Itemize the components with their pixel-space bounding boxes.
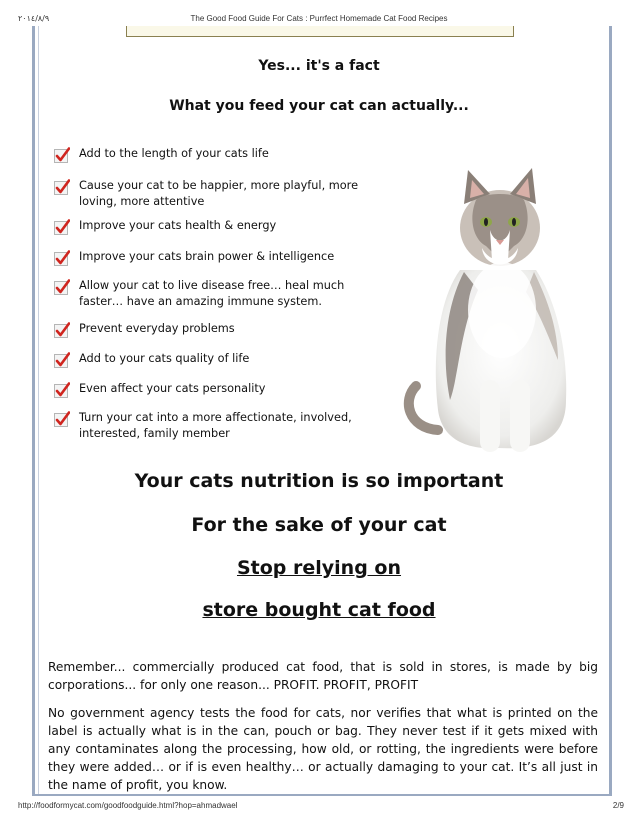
benefit-item: [54, 321, 364, 338]
checked-checkbox-icon: [54, 382, 70, 398]
benefit-text: Even affect your cats personality: [79, 382, 266, 395]
remember-paragraph: Remember... commercially produced cat food, that is sold in stores, is made by big corporations... for only one reason... PROFIT. PROFIT, PROFIT: [48, 660, 598, 692]
benefit-text: Add to the length of your cats life: [79, 147, 269, 160]
sake-headline: For the sake of your cat: [191, 514, 447, 536]
benefit-item: [54, 278, 364, 310]
benefit-item: [54, 146, 364, 163]
print-page-title: The Good Food Guide For Cats : Purrfect Homemade Cat Food Recipes: [190, 14, 448, 23]
checked-checkbox-icon: [54, 411, 70, 427]
checked-checkbox-icon: [54, 147, 70, 163]
fact-heading: Yes... it's a fact: [258, 58, 380, 74]
checked-checkbox-icon: [54, 322, 70, 338]
benefit-item: [54, 410, 364, 442]
benefit-item: [54, 178, 364, 210]
benefit-text: Cause your cat to be happier, more playful, more loving, more attentive: [79, 179, 359, 208]
cat-photo: [398, 160, 598, 460]
feed-heading: What you feed your cat can actually...: [169, 98, 469, 114]
benefit-item: [54, 351, 364, 368]
benefit-text: Turn your cat into a more affectionate, involved, interested, family member: [79, 411, 352, 440]
benefit-text: Improve your cats brain power & intelligence: [79, 250, 335, 263]
checked-checkbox-icon: [54, 352, 70, 368]
frame-inner-rule: [38, 26, 39, 794]
benefit-item: [54, 381, 364, 398]
benefit-item: [54, 249, 364, 266]
print-date: ٢٠١٤/٨/٩: [18, 14, 50, 23]
benefit-text: Allow your cat to live disease free… heal much faster… have an amazing immune system.: [79, 279, 345, 308]
stop-relying-link[interactable]: Stop relying on: [236, 557, 402, 579]
nutrition-headline: Your cats nutrition is so important: [134, 470, 504, 492]
benefit-item: [54, 218, 364, 235]
store-bought-link[interactable]: store bought cat food: [202, 599, 436, 621]
checked-checkbox-icon: [54, 250, 70, 266]
checked-checkbox-icon: [54, 279, 70, 295]
print-url: http://foodformycat.com/goodfoodguide.html?hop=ahmadwael: [18, 801, 238, 810]
benefit-text: Improve your cats health & energy: [79, 219, 277, 232]
top-box-edge: [126, 26, 514, 37]
checked-checkbox-icon: [54, 219, 70, 235]
print-page-number: 2/9: [612, 801, 624, 810]
benefit-text: Prevent everyday problems: [79, 322, 235, 335]
checked-checkbox-icon: [54, 179, 70, 195]
benefit-text: Add to your cats quality of life: [79, 352, 250, 365]
agency-paragraph: No government agency tests the food for cats, nor verifies that what is printed on the label is actually what is in the can, pouch or bag. They never test if it gets mixed with any contaminates along the processing, how old, or rotting, the ingredients were before they were added… or if is even healthy… or actually damaging to your cat. It’s all just in the name of profit, you know.: [48, 706, 598, 792]
